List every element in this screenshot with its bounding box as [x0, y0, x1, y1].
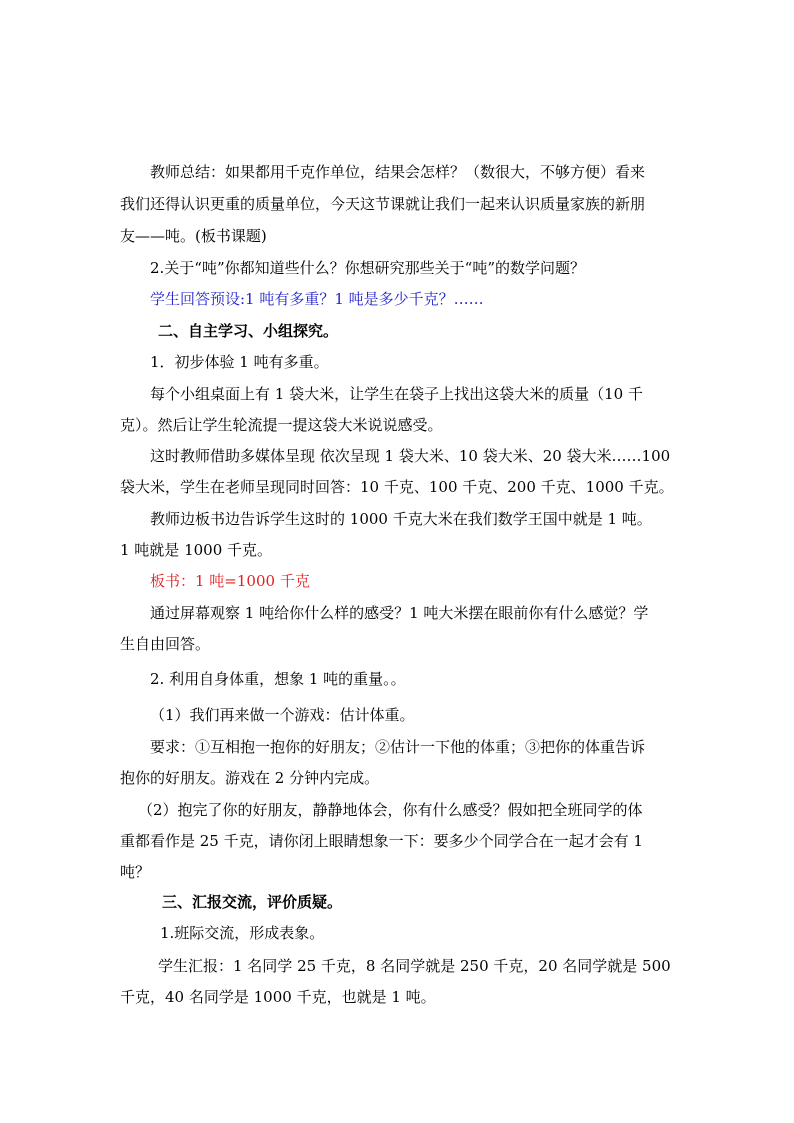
paragraph-line: 抱你的好朋友。游戏在 2 分钟内完成。 — [120, 769, 380, 787]
paragraph-line: 克）。然后让学生轮流提一提这袋大米说说感受。 — [120, 416, 443, 434]
section-heading: 二、自主学习、小组探究。 — [158, 322, 339, 340]
paragraph-line: 友——吨。(板书课题) — [120, 227, 267, 245]
paragraph-line: 教师边板书边告诉学生这时的 1000 千克大米在我们数学王国中就是 1 吨。 — [150, 510, 652, 528]
paragraph-line: 重都看作是 25 千克，请你闭上眼睛想象一下：要多少个同学合在一起才会有 1 — [120, 832, 643, 850]
paragraph-line: 每个小组桌面上有 1 袋大米，让学生在袋子上找出这袋大米的质量（10 千 — [150, 385, 643, 403]
paragraph-line: 吨？ — [120, 863, 151, 881]
board-writing: 板书：1 吨=1000 千克 — [150, 572, 310, 590]
paragraph-line: 通过屏幕观察 1 吨给你什么样的感受？1 吨大米摆在眼前你有什么感觉？学 — [150, 604, 649, 622]
subsection-heading: 1.班际交流，形成表象。 — [160, 924, 325, 942]
student-answer-preset: 学生回答预设:1 吨有多重？1 吨是多少千克？…… — [150, 290, 484, 308]
subsection-heading: 1．初步体验 1 吨有多重。 — [150, 353, 329, 371]
paragraph-line: 1 吨就是 1000 千克。 — [120, 541, 273, 559]
paragraph-line: （1）我们再来做一个游戏：估计体重。 — [150, 706, 415, 724]
paragraph-line: 袋大米，学生在老师呈现同时回答：10 千克、100 千克、200 千克、1000 千克。 — [120, 478, 674, 496]
paragraph-line: 这时教师借助多媒体呈现 依次呈现 1 袋大米、10 袋大米、20 袋大米……100 — [150, 447, 671, 465]
paragraph-line: 教师总结：如果都用千克作单位，结果会怎样？（数很大，不够方便）看来 — [150, 163, 646, 181]
paragraph-line: 要求：①互相抱一抱你的好朋友；②估计一下他的体重；③把你的体重告诉 — [150, 738, 646, 756]
paragraph-line: 学生汇报：1 名同学 25 千克，8 名同学就是 250 千克，20 名同学就是 500 — [158, 957, 671, 975]
section-heading: 三、汇报交流，评价质疑。 — [162, 893, 343, 911]
paragraph-line: 生自由回答。 — [120, 635, 211, 653]
subsection-heading: 2. 利用自身体重，想象 1 吨的重量。。 — [150, 670, 406, 688]
paragraph-line: 我们还得认识更重的质量单位，今天这节课就让我们一起来认识质量家族的新朋 — [120, 195, 646, 213]
paragraph-line: 千克，40 名同学是 1000 千克，也就是 1 吨。 — [120, 988, 436, 1006]
paragraph-line: （2）抱完了你的好朋友，静静地体会，你有什么感受？假如把全班同学的体 — [138, 801, 643, 819]
paragraph-line: 2.关于“吨”你都知道些什么？你想研究那些关于“吨”的数学问题？ — [150, 259, 585, 277]
